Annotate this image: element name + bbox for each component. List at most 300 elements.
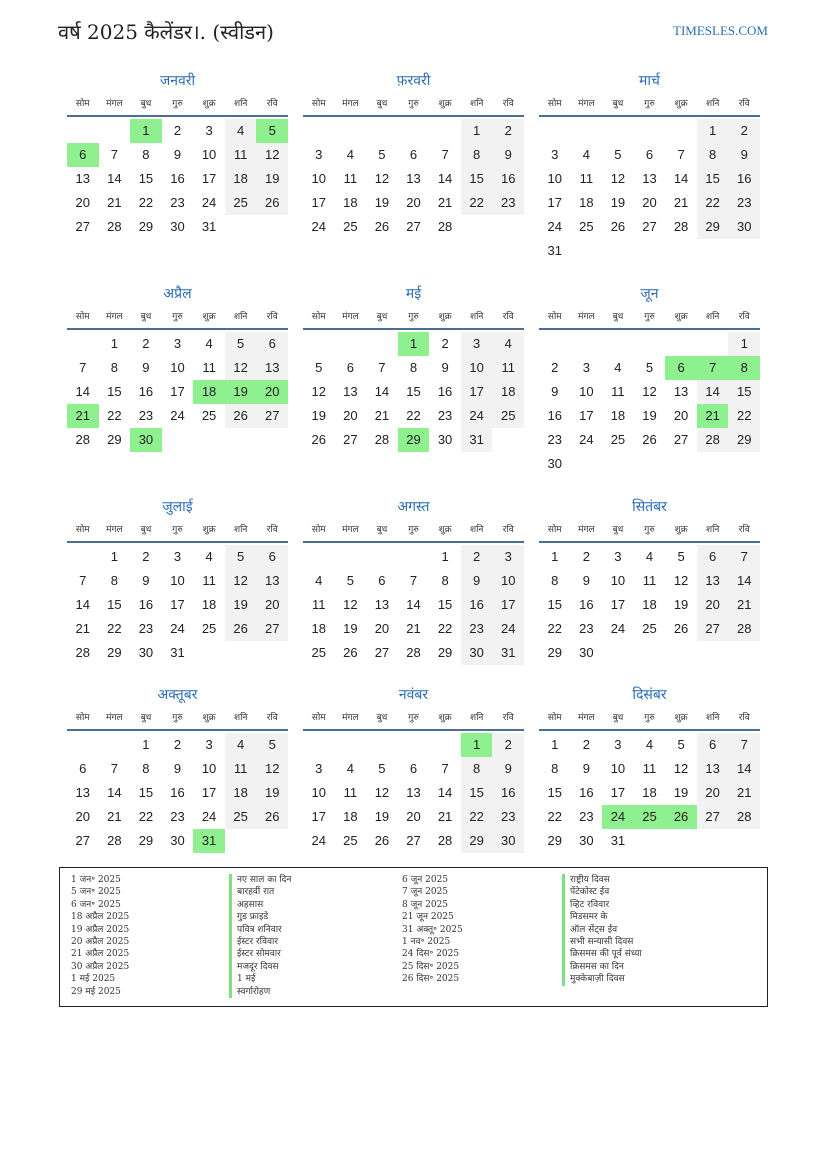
day-cell: 21 [728,593,760,617]
empty-cell [492,428,524,452]
day-cell: 5 [645,360,654,375]
day-cell: 19 [311,408,327,423]
day-cell: 26 [610,219,626,234]
day-cell: 21 [67,404,99,428]
day-cell: 15 [547,785,563,800]
empty-cell [366,332,398,356]
day-cell: 22 [461,805,493,829]
weekday-header [539,708,760,731]
day-cell: 29 [547,645,563,660]
day-cell: 24 [170,621,185,636]
legend-holiday-name: नए साल का दिन [229,874,402,886]
day-cell: 29 [461,829,493,853]
day-cell: 27 [374,645,390,660]
day-cell: 10 [461,356,493,380]
day-cell: 10 [201,761,217,776]
day-cell: 7 [110,147,118,162]
day-cell: 4 [205,336,213,351]
weekday-label: शुक्र [674,99,688,109]
day-cell: 10 [201,147,217,162]
weekday-label: शुक्र [438,713,452,723]
weekday-header [539,520,760,543]
day-cell: 10 [311,171,327,186]
day-cell: 24 [461,404,493,428]
weekday-label: बुध [140,99,152,109]
day-cell: 20 [673,408,689,423]
weekday-label: सोम [75,713,90,723]
day-cell: 16 [170,171,185,186]
legend-holiday-name: ईस्टर सोमवार [229,948,402,960]
day-grid [539,545,760,665]
day-cell: 10 [579,384,594,399]
weekday-label: शुक्र [202,99,216,109]
day-cell: 6 [645,147,654,162]
day-cell: 12 [673,573,689,588]
day-cell: 24 [610,621,626,636]
day-cell: 19 [610,195,626,210]
day-grid [303,119,524,239]
day-cell: 22 [406,408,421,423]
day-cell: 28 [406,645,421,660]
empty-cell [665,239,697,263]
day-cell: 13 [642,171,657,186]
day-cell: 25 [343,219,358,234]
day-cell: 13 [75,785,91,800]
day-grid [67,733,288,853]
day-cell: 8 [551,573,559,588]
day-cell: 17 [201,171,217,186]
day-cell: 5 [378,761,386,776]
day-cell: 13 [697,569,729,593]
day-cell: 3 [551,147,559,162]
day-cell: 3 [205,123,213,138]
day-cell: 8 [142,147,150,162]
weekday-label: मंगल [578,713,595,723]
weekday-label: बुध [612,525,624,535]
day-cell: 17 [170,597,185,612]
day-cell: 7 [728,545,760,569]
day-cell: 14 [75,597,91,612]
legend-holiday-name: मिडसमर के [562,911,762,923]
day-cell: 26 [311,432,327,447]
legend-date: 26 दिस॰ 2025 [402,974,460,985]
day-cell: 18 [579,195,594,210]
weekday-header [67,708,288,731]
day-cell: 6 [697,733,729,757]
weekday-label: रवि [738,713,750,723]
day-cell: 30 [138,645,154,660]
day-cell: 20 [642,195,657,210]
month-name: दिसंबर [632,687,667,703]
empty-cell [461,215,493,239]
day-grid [67,545,288,665]
day-cell: 11 [343,171,358,186]
day-cell: 30 [437,432,453,447]
day-cell: 4 [614,360,622,375]
day-cell: 15 [138,171,154,186]
empty-cell [303,545,335,569]
weekday-header [539,307,760,330]
day-cell: 11 [225,143,257,167]
day-cell: 19 [374,809,390,824]
weekday-label: रवि [266,99,278,109]
legend-date: 21 जून 2025 [402,912,454,923]
day-cell: 6 [697,545,729,569]
legend-date: 1 जन॰ 2025 [71,875,121,885]
day-cell: 24 [201,195,217,210]
day-cell: 10 [492,569,524,593]
day-cell: 1 [398,332,430,356]
weekday-label: सोम [75,525,90,535]
legend-date: 7 जून 2025 [402,887,449,898]
day-cell: 18 [225,781,257,805]
month-block [67,684,288,853]
day-cell: 2 [142,336,150,351]
day-cell: 4 [315,573,323,588]
day-cell: 6 [409,147,418,162]
day-cell: 1 [110,336,118,351]
day-cell: 13 [374,597,390,612]
empty-cell [728,641,760,665]
day-cell: 22 [728,404,760,428]
day-cell: 25 [311,645,327,660]
day-cell: 30 [579,645,594,660]
weekday-label: शुक्र [202,525,216,535]
day-cell: 23 [492,191,524,215]
empty-cell [429,733,461,757]
day-cell: 24 [311,833,327,848]
weekday-label: बुध [140,312,152,322]
day-cell: 11 [202,360,216,375]
day-cell: 5 [677,549,685,564]
empty-cell [398,733,430,757]
day-cell: 3 [492,545,524,569]
day-cell: 11 [642,573,657,588]
weekday-label: शनि [233,99,248,109]
weekday-label: शनि [233,713,248,723]
day-cell: 29 [107,645,122,660]
day-cell: 1 [697,119,729,143]
day-cell: 5 [346,573,354,588]
legend-dates-column-1 [71,874,229,998]
weekday-label: मंगल [106,713,123,723]
day-cell: 17 [170,384,185,399]
weekday-label: गुरु [408,525,419,535]
day-cell: 8 [409,360,418,375]
weekday-label: गुरु [644,99,655,109]
weekday-label: मंगल [106,525,123,535]
empty-cell [697,641,729,665]
legend-date: 29 मई 2025 [71,986,121,997]
day-cell: 24 [602,805,634,829]
day-cell: 17 [461,380,493,404]
weekday-label: बुध [612,713,624,723]
legend-names-column-2 [562,874,762,998]
day-cell: 31 [193,829,225,853]
weekday-label: गुरु [172,525,183,535]
empty-cell [602,641,634,665]
day-cell: 6 [346,360,354,375]
day-cell: 21 [107,809,122,824]
empty-cell [366,733,398,757]
empty-cell [366,119,398,143]
month-name: सितंबर [632,499,667,515]
day-cell: 28 [437,833,453,848]
day-cell: 13 [343,384,358,399]
day-cell: 24 [547,219,563,234]
weekday-label: सोम [311,312,326,322]
month-block [67,283,288,476]
day-cell: 7 [378,360,386,375]
month-block [303,684,524,853]
day-cell: 12 [256,757,288,781]
day-cell: 24 [311,219,327,234]
day-cell: 17 [547,195,563,210]
weekday-label: रवि [266,525,278,535]
empty-cell [697,829,729,853]
empty-cell [665,829,697,853]
day-cell: 17 [201,785,217,800]
weekday-label: बुध [376,99,388,109]
legend-holiday-name: ऑल सेंट्स ईव [562,924,762,936]
day-cell: 18 [225,167,257,191]
day-cell: 20 [343,408,358,423]
legend-holiday-name: राष्ट्रीय दिवस [562,874,762,886]
day-cell: 11 [579,171,594,186]
weekday-label: सोम [547,525,562,535]
weekday-label: रवि [266,312,278,322]
day-cell: 22 [138,809,154,824]
day-cell: 1 [551,737,559,752]
weekday-label: गुरु [644,312,655,322]
day-cell: 13 [256,569,288,593]
empty-cell [256,829,288,853]
weekday-header [67,520,288,543]
day-grid [67,332,288,452]
day-cell: 12 [374,171,390,186]
day-cell: 22 [437,621,453,636]
day-cell: 10 [311,785,327,800]
empty-cell [697,332,729,356]
day-cell: 27 [75,833,91,848]
day-cell: 28 [437,219,453,234]
day-cell: 15 [107,597,122,612]
weekday-header [539,94,760,117]
weekday-header [303,520,524,543]
day-cell: 28 [728,805,760,829]
day-cell: 21 [673,195,689,210]
day-cell: 10 [170,573,185,588]
legend-date: 30 अप्रैल 2025 [71,961,130,972]
day-cell: 19 [374,195,390,210]
day-cell: 20 [75,809,91,824]
legend-holiday-name: बारहवीं रात [229,886,402,898]
empty-cell [335,545,367,569]
empty-cell [256,641,288,665]
weekday-label: शुक्र [202,312,216,322]
day-cell: 21 [406,621,421,636]
day-cell: 9 [173,147,182,162]
day-cell: 12 [311,384,327,399]
empty-cell [225,215,257,239]
day-grid [303,733,524,853]
day-cell: 22 [107,408,122,423]
day-cell: 8 [110,360,118,375]
weekday-label: बुध [376,312,388,322]
day-cell: 28 [728,617,760,641]
day-cell: 23 [492,805,524,829]
day-cell: 25 [492,404,524,428]
day-cell: 31 [170,645,185,660]
day-cell: 27 [256,617,288,641]
day-cell: 4 [582,147,590,162]
day-cell: 3 [315,761,323,776]
weekday-label: गुरु [644,525,655,535]
day-cell: 26 [374,833,390,848]
day-cell: 26 [225,617,257,641]
weekday-label: बुध [612,312,624,322]
day-cell: 23 [170,809,185,824]
day-cell: 12 [256,143,288,167]
day-cell: 22 [461,191,493,215]
day-cell: 27 [343,432,358,447]
empty-cell [256,428,288,452]
day-cell: 17 [579,408,594,423]
empty-cell [665,641,697,665]
day-cell: 3 [315,147,323,162]
day-cell: 6 [256,545,288,569]
day-cell: 15 [107,384,122,399]
day-cell: 29 [697,215,729,239]
legend-holiday-name: ईस्टर रविवार [229,936,402,948]
weekday-label: सोम [547,99,562,109]
empty-cell [225,641,257,665]
empty-cell [398,545,430,569]
day-cell: 23 [437,408,453,423]
month-name: जून [640,286,659,302]
day-cell: 17 [610,785,626,800]
day-cell: 29 [398,428,430,452]
day-cell: 3 [614,737,622,752]
day-cell: 27 [75,219,91,234]
day-cell: 14 [728,569,760,593]
empty-cell [665,119,697,143]
day-cell: 5 [256,733,288,757]
day-cell: 7 [441,147,449,162]
weekday-label: सोम [75,99,90,109]
day-cell: 19 [256,781,288,805]
day-grid [539,733,760,853]
day-cell: 14 [406,597,421,612]
legend-date: 8 जून 2025 [402,899,449,910]
day-cell: 29 [437,645,453,660]
day-cell: 12 [642,384,657,399]
weekday-label: सोम [311,525,326,535]
day-cell: 8 [110,573,118,588]
day-cell: 2 [461,545,493,569]
day-cell: 26 [256,191,288,215]
day-cell: 24 [492,617,524,641]
day-cell: 3 [173,549,182,564]
weekday-header [303,94,524,117]
weekday-label: गुरु [172,713,183,723]
day-cell: 19 [225,593,257,617]
empty-cell [602,452,634,476]
day-cell: 30 [728,215,760,239]
day-cell: 28 [107,219,122,234]
day-cell: 15 [697,167,729,191]
day-cell: 18 [343,809,358,824]
weekday-label: शनि [705,525,720,535]
day-cell: 26 [256,805,288,829]
legend-date: 31 अक्तू॰ 2025 [402,924,463,935]
empty-cell [571,452,603,476]
month-name: जनवरी [159,73,196,89]
day-cell: 14 [374,384,390,399]
weekday-label: मंगल [106,99,123,109]
site-link[interactable]: TIMESLES.COM [673,23,768,38]
legend-holiday-name: क्रिसमस का दिन [562,961,762,973]
day-cell: 6 [409,761,418,776]
day-cell: 4 [492,332,524,356]
day-cell: 1 [142,737,150,752]
weekday-label: रवि [738,525,750,535]
day-cell: 16 [547,408,563,423]
day-cell: 16 [138,597,154,612]
weekday-label: शनि [705,99,720,109]
day-cell: 23 [547,432,563,447]
day-cell: 2 [582,737,590,752]
day-cell: 26 [343,645,358,660]
month-row [67,496,760,665]
day-cell: 21 [107,195,122,210]
empty-cell [303,119,335,143]
empty-cell [303,733,335,757]
day-cell: 3 [173,336,182,351]
day-cell: 4 [346,147,354,162]
empty-cell [571,239,603,263]
day-cell: 12 [225,569,257,593]
weekday-label: शुक्र [438,312,452,322]
weekday-label: रवि [502,312,514,322]
weekday-label: रवि [502,713,514,723]
day-cell: 19 [673,785,689,800]
empty-cell [665,332,697,356]
month-block [539,70,760,263]
day-cell: 3 [582,360,590,375]
day-cell: 8 [461,143,493,167]
day-cell: 24 [579,432,594,447]
day-cell: 11 [492,356,524,380]
day-cell: 10 [170,360,185,375]
day-cell: 1 [130,119,162,143]
month-block [303,70,524,263]
weekday-label: शुक्र [674,525,688,535]
month-name: जुलाई [162,499,193,515]
weekday-header [303,708,524,731]
day-cell: 1 [551,549,559,564]
legend-date: 21 अप्रैल 2025 [71,949,130,960]
day-cell: 17 [610,597,626,612]
day-cell: 26 [673,621,689,636]
day-cell: 14 [75,384,91,399]
day-grid [539,332,760,476]
day-cell: 2 [728,119,760,143]
day-cell: 7 [79,573,87,588]
day-cell: 19 [225,380,257,404]
empty-cell [665,452,697,476]
day-cell: 9 [728,143,760,167]
